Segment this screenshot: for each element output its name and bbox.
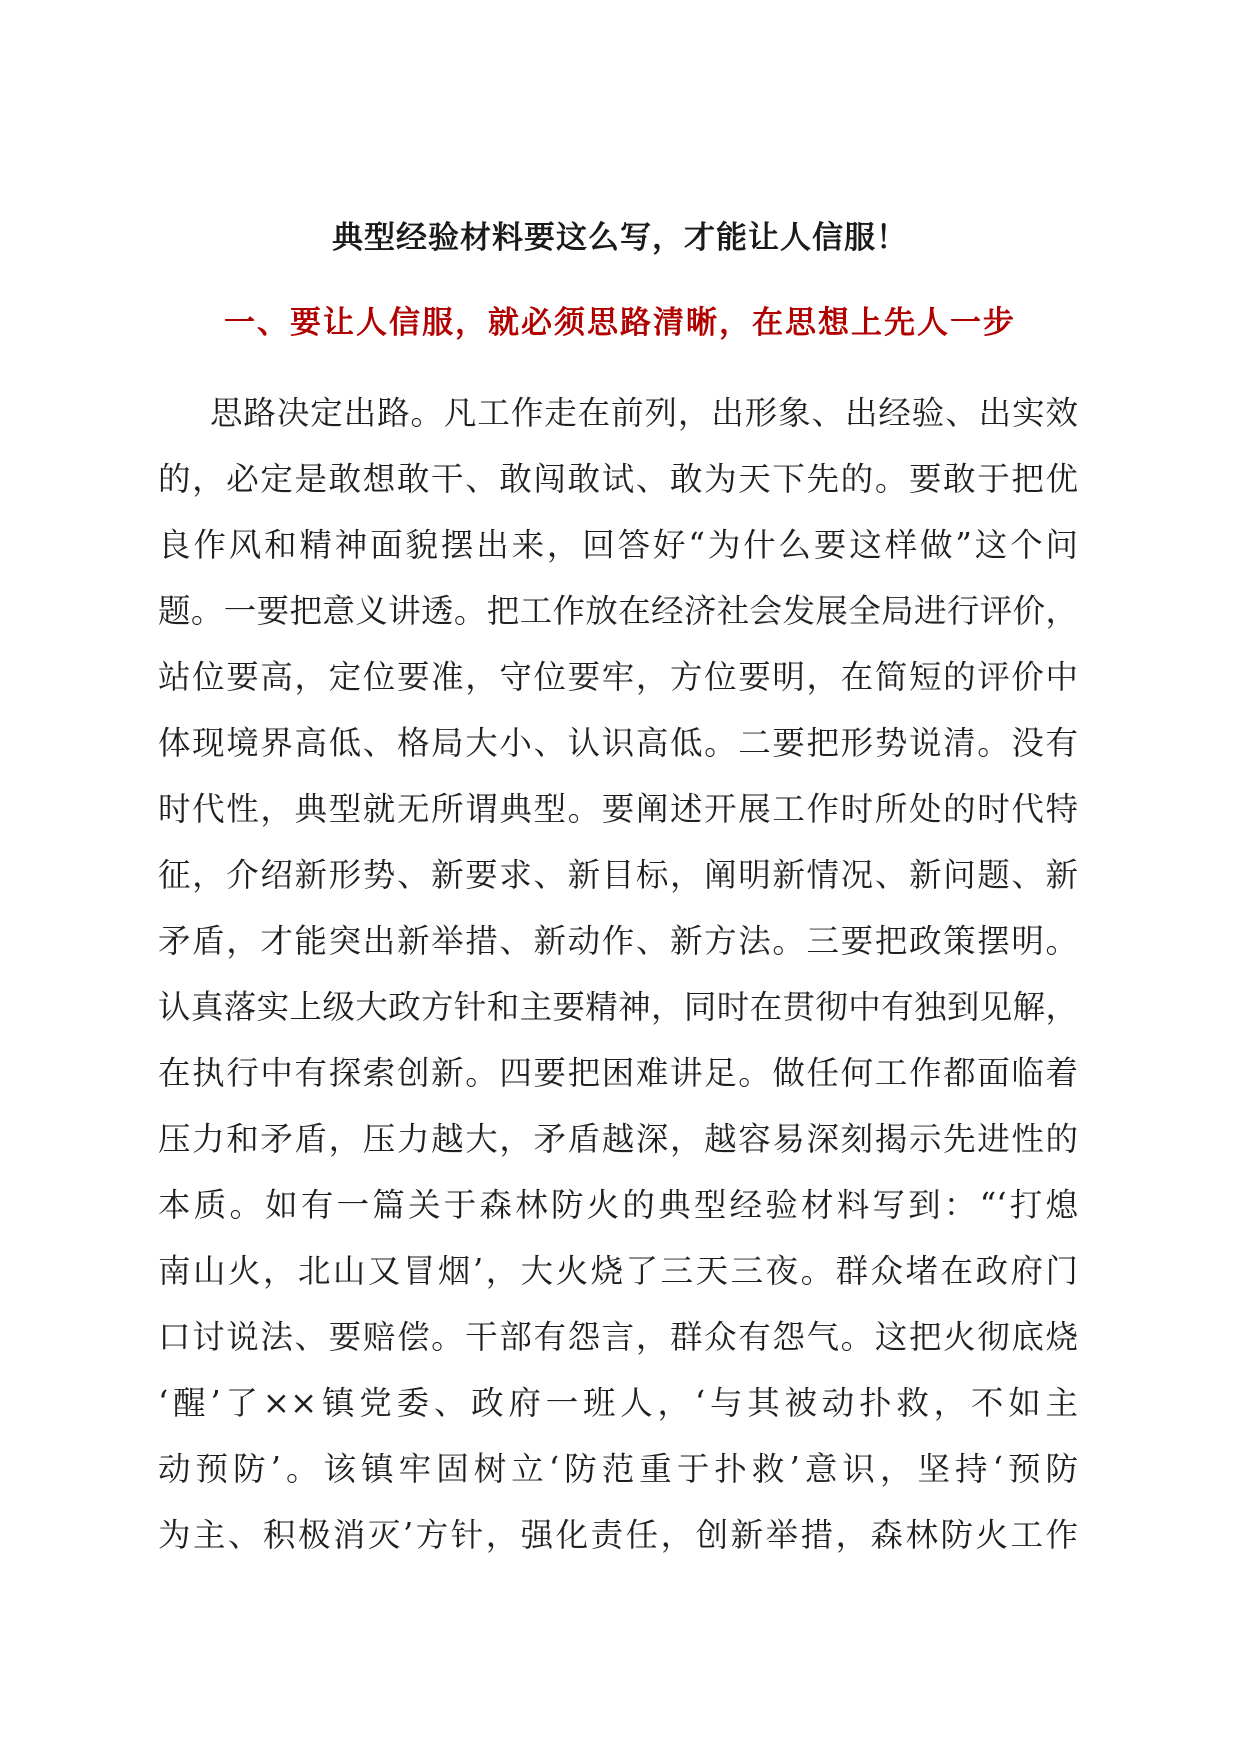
paragraph-line: 压力和矛盾，压力越大，矛盾越深，越容易深刻揭示先进性的 [158,1120,1078,1158]
paragraph-line: 动预防’。该镇牢固树立‘防范重于扑救’意识，坚持‘预防 [158,1450,1078,1488]
paragraph-line: 口讨说法、要赔偿。干部有怨言，群众有怨气。这把火彻底烧 [158,1318,1078,1356]
paragraph-line: 征，介绍新形势、新要求、新目标，阐明新情况、新问题、新 [158,856,1078,894]
paragraph-line: 南山火，北山又冒烟’，大火烧了三天三夜。群众堵在政府门 [158,1252,1078,1290]
paragraph-line: 本质。如有一篇关于森林防火的典型经验材料写到：“‘打熄 [158,1186,1078,1224]
paragraph-line: 体现境界高低、格局大小、认识高低。二要把形势说清。没有 [158,724,1078,762]
paragraph-line: 的，必定是敢想敢干、敢闯敢试、敢为天下先的。要敢于把优 [158,460,1078,498]
paragraph-line: 站位要高，定位要准，守位要牢，方位要明，在简短的评价中 [158,658,1078,696]
section-heading: 一、要让人信服，就必须思路清晰，在思想上先人一步 [224,305,1016,341]
paragraph-line: 时代性，典型就无所谓典型。要阐述开展工作时所处的时代特 [158,790,1078,828]
paragraph-line: 题。一要把意义讲透。把工作放在经济社会发展全局进行评价， [158,592,1078,630]
paragraph-line: 认真落实上级大政方针和主要精神，同时在贯彻中有独到见解， [158,988,1078,1026]
paragraph-line: 在执行中有探索创新。四要把困难讲足。做任何工作都面临着 [158,1054,1078,1092]
paragraph-line: 良作风和精神面貌摆出来，回答好“为什么要这样做”这个问 [158,526,1078,564]
paragraph-line: 矛盾，才能突出新举措、新动作、新方法。三要把政策摆明。 [158,922,1078,960]
body-paragraph [158,380,1078,1568]
paragraph-line: 为主、积极消灭’方针，强化责任，创新举措，森林防火工作 [158,1516,1078,1554]
paragraph-line: ‘醒’了××镇党委、政府一班人，‘与其被动扑救，不如主 [158,1384,1078,1422]
paragraph-line: 思路决定出路。凡工作走在前列，出形象、出经验、出实效 [210,394,1078,432]
document-title: 典型经验材料要这么写，才能让人信服！ [332,220,908,256]
